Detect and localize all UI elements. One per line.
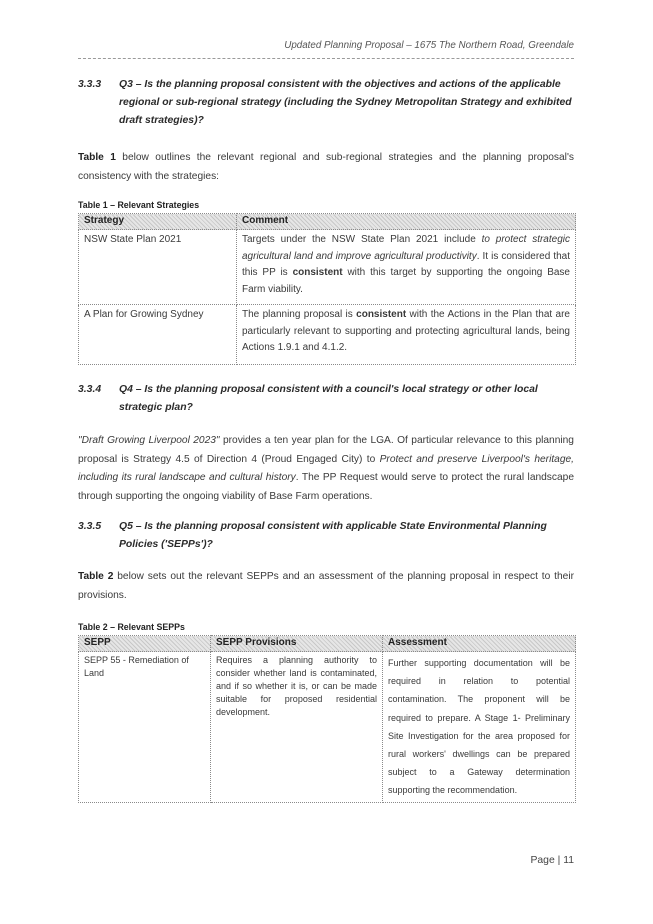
comment-bold: consistent bbox=[356, 309, 407, 320]
table-row bbox=[79, 305, 576, 365]
comment-text: . It is considered that this PP is bbox=[242, 250, 570, 278]
comment-text: with this target by supporting the ongoing Base Farm viability. bbox=[242, 267, 570, 295]
comment-text: The planning proposal is bbox=[242, 309, 357, 320]
section-heading-text: Q4 – Is the planning proposal consistent with a council's local strategy or other local strategic plan? bbox=[119, 384, 538, 413]
para-text: provides a ten year plan for the LGA. Of particular relevance to this planning proposal is Strategy 4.5 of Direction 4 (Proud Engaged City) to bbox=[78, 435, 574, 465]
section-3-3-4-heading bbox=[78, 381, 574, 417]
comment-bold: consistent bbox=[292, 267, 343, 278]
table2-intro bbox=[78, 568, 574, 605]
section-heading-text: Q3 – Is the planning proposal consistent with the objectives and actions of the applicable regional or sub-regional strategy (including the Sydney Metropolitan Strategy and exhibited draft strategies)? bbox=[119, 79, 572, 126]
table-ref: Table 2 bbox=[78, 571, 114, 582]
section-heading-text: Q5 – Is the planning proposal consistent with applicable State Environmental Planning Policies ('SEPPs')? bbox=[119, 521, 547, 550]
liverpool-paragraph bbox=[78, 432, 574, 506]
para-text: . The PP Request would serve to protect the rural landscape through supporting the ongoing viability of Base Farm operations. bbox=[78, 472, 574, 502]
header-divider bbox=[78, 58, 574, 59]
comment-cell bbox=[237, 230, 576, 305]
sepp-cell: SEPP 55 - Remediation of Land bbox=[79, 652, 211, 803]
strategy-cell: A Plan for Growing Sydney bbox=[79, 305, 237, 365]
sepps-table bbox=[78, 635, 576, 803]
comment-text: Targets under the NSW State Plan 2021 include bbox=[242, 234, 482, 245]
comment-cell bbox=[237, 305, 576, 365]
comment-text: with the Actions in the Plan that are particularly relevant to supporting and protecting agricultural lands, being Actions 1.9.1 and 4.1.2. bbox=[242, 309, 570, 353]
comment-italic: to protect strategic agricultural land and improve agricultural productivity bbox=[242, 234, 570, 262]
table1-intro bbox=[78, 149, 574, 186]
running-header: Updated Planning Proposal – 1675 The Northern Road, Greendale bbox=[284, 40, 574, 51]
table-row bbox=[79, 652, 576, 803]
table1-caption: Table 1 – Relevant Strategies bbox=[78, 200, 200, 210]
provisions-cell: Requires a planning authority to consider whether land is contaminated, and if so whether it is, or can be made suitable for proposed residential development. bbox=[211, 652, 383, 803]
intro-text: below sets out the relevant SEPPs and an assessment of the planning proposal in respect to their provisions. bbox=[78, 571, 574, 601]
col-header-comment: Comment bbox=[237, 214, 576, 230]
page-number: Page | 11 bbox=[530, 855, 574, 866]
section-3-3-3-heading bbox=[78, 76, 574, 130]
assessment-cell: Further supporting documentation will be required in relation to potential contamination. The proponent will be required to prepare. A Stage 1- Preliminary Site Investigation for the area proposed for rural workers' dwellings can be prepared subject to a Gateway determination supporting the recommendation. bbox=[383, 652, 576, 803]
col-header-strategy: Strategy bbox=[79, 214, 237, 230]
intro-text: below outlines the relevant regional and sub-regional strategies and the planning proposal's consistency with the strategies: bbox=[78, 152, 574, 182]
para-italic: Protect and preserve Liverpool's heritage, including its rural landscape and cultural history bbox=[78, 453, 574, 483]
table2-caption: Table 2 – Relevant SEPPs bbox=[78, 622, 185, 632]
strategies-table bbox=[78, 213, 576, 365]
section-3-3-5-heading bbox=[78, 518, 574, 554]
doc-title: "Draft Growing Liverpool 2023" bbox=[78, 435, 220, 446]
section-number: 3.3.4 bbox=[78, 384, 102, 395]
table-header-row bbox=[79, 636, 576, 652]
strategy-cell: NSW State Plan 2021 bbox=[79, 230, 237, 305]
col-header-provisions: SEPP Provisions bbox=[211, 636, 383, 652]
section-number: 3.3.3 bbox=[78, 79, 102, 90]
table-ref: Table 1 bbox=[78, 152, 116, 163]
col-header-sepp: SEPP bbox=[79, 636, 211, 652]
col-header-assessment: Assessment bbox=[383, 636, 576, 652]
section-number: 3.3.5 bbox=[78, 521, 102, 532]
table-row bbox=[79, 230, 576, 305]
table-header-row bbox=[79, 214, 576, 230]
